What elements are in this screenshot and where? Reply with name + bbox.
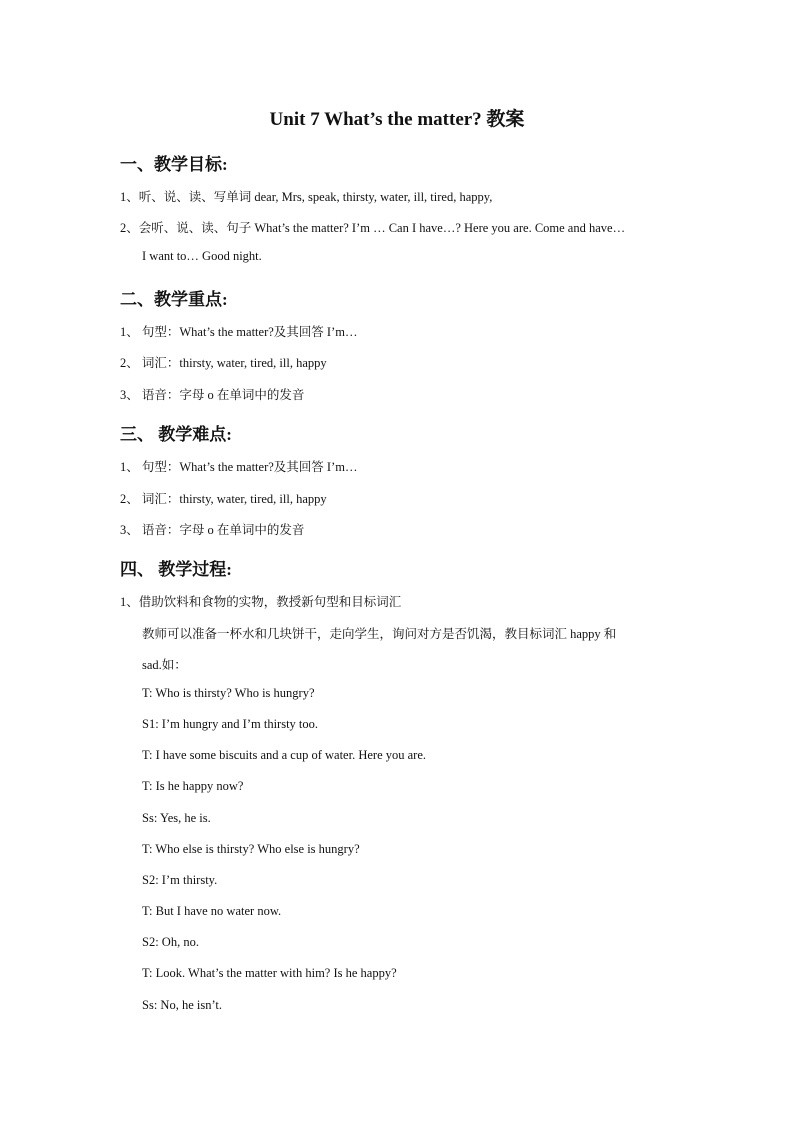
dialogue-line: S1: I’m hungry and I’m thirsty too.: [142, 717, 319, 731]
section-heading-objectives: 一、教学目标:: [120, 155, 228, 174]
key-point-line-3: 3、 语音：字母 o 在单词中的发音: [120, 388, 305, 402]
dialogue-line: Ss: Yes, he is.: [142, 811, 211, 825]
section-heading-difficulties: 三、 教学难点:: [120, 425, 232, 444]
dialogue-line: Ss: No, he isn’t.: [142, 998, 222, 1012]
objective-line-1: 1、听、说、读、写单词 dear, Mrs, speak, thirsty, water, ill, tired, happy,: [120, 190, 493, 204]
dialogue-line: T: But I have no water now.: [142, 904, 282, 918]
document-title: Unit 7 What’s the matter? 教案: [269, 109, 525, 130]
dialogue-line: T: Look. What’s the matter with him? Is he happy?: [142, 966, 397, 980]
difficulty-line-1: 1、 句型：What’s the matter?及其回答 I’m…: [120, 460, 358, 474]
dialogue-line: T: Who else is thirsty? Who else is hungry?: [142, 842, 360, 856]
section-heading-key-points: 二、教学重点:: [120, 290, 228, 309]
procedure-line: 教师可以准备一杯水和几块饼干，走向学生，询问对方是否饥渴，教目标词汇 happy 和: [142, 627, 617, 641]
dialogue-line: S2: Oh, no.: [142, 935, 199, 949]
difficulty-line-2: 2、 词汇：thirsty, water, tired, ill, happy: [120, 492, 327, 506]
dialogue-line: T: Is he happy now?: [142, 779, 244, 793]
procedure-line: sad.如：: [142, 658, 187, 672]
dialogue-line: S2: I’m thirsty.: [142, 873, 218, 887]
key-point-line-1: 1、 句型：What’s the matter?及其回答 I’m…: [120, 325, 358, 339]
objective-line-2-continued: I want to… Good night.: [142, 249, 262, 263]
section-heading-procedure: 四、 教学过程:: [120, 560, 232, 579]
key-point-line-2: 2、 词汇：thirsty, water, tired, ill, happy: [120, 356, 327, 370]
objective-line-2: 2、会听、说、读、句子 What’s the matter? I’m … Can I have…? Here you are. Come and have…: [120, 221, 626, 235]
difficulty-line-3: 3、 语音：字母 o 在单词中的发音: [120, 523, 305, 537]
dialogue-line: T: Who is thirsty? Who is hungry?: [142, 686, 315, 700]
procedure-step-1: 1、借助饮料和食物的实物，教授新句型和目标词汇: [120, 595, 402, 609]
dialogue-line: T: I have some biscuits and a cup of water. Here you are.: [142, 748, 426, 762]
